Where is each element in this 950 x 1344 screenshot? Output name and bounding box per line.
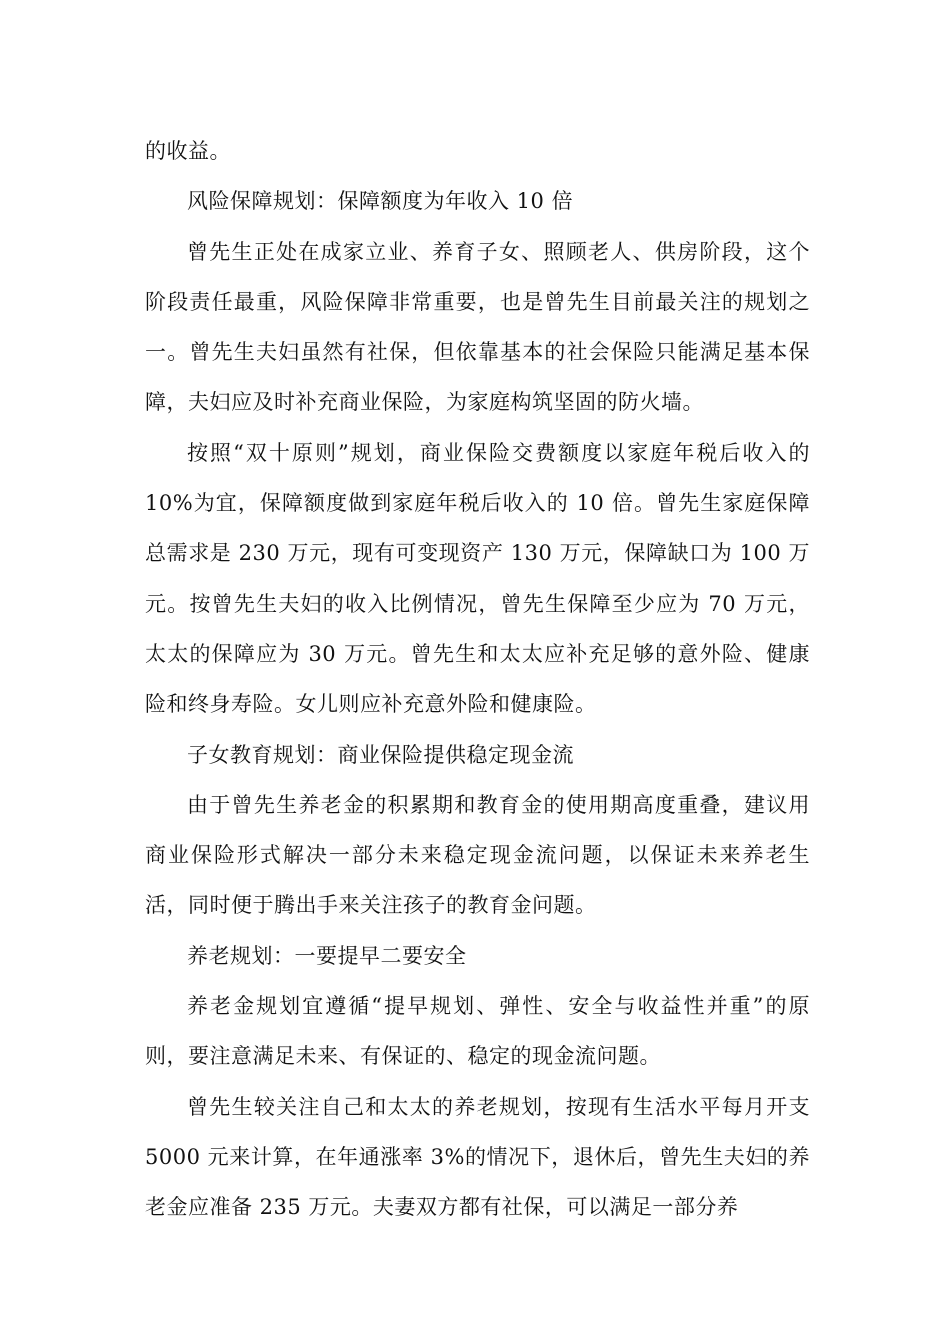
heading-retirement: 养老规划：一要提早二要安全 [187, 943, 467, 968]
paragraph-double-ten-rule: 按照“双十原则”规划，商业保险交费额度以家庭年税后收入的 10%为宜，保障额度做到家庭年税后收入的 10 倍。曾先生家庭保障总需求是 230 万元，现有可变现资产 130 万元，保障缺口为 100 万元。按曾先生夫妇的收入比例情况，曾先生保障至少应为 70 万元，太太的保障应为 30 万元。曾先生和太太应补充足够的意外险、健康险和终身寿险。女儿则应补充意外险和健康险。 [145, 440, 810, 717]
heading-child-education: 子女教育规划：商业保险提供稳定现金流 [187, 742, 574, 767]
paragraph-continuation: 的收益。 [145, 139, 231, 163]
paragraph-retirement-principle: 养老金规划宜遵循“提早规划、弹性、安全与收益性并重”的原则，要注意满足未来、有保证的、稳定的现金流问题。 [145, 994, 810, 1069]
paragraph-child-education: 由于曾先生养老金的积累期和教育金的使用期高度重叠，建议用商业保险形式解决一部分未来稳定现金流问题，以保证未来养老生活，同时便于腾出手来关注孩子的教育金问题。 [145, 792, 810, 918]
heading-risk-protection: 风险保障规划：保障额度为年收入 10 倍 [187, 189, 574, 214]
paragraph-risk-protection: 曾先生正处在成家立业、养育子女、照顾老人、供房阶段，这个阶段责任最重，风险保障非常重要，也是曾先生目前最关注的规划之一。曾先生夫妇虽然有社保，但依靠基本的社会保险只能满足基本保障，夫妇应及时补充商业保险，为家庭构筑坚固的防火墙。 [145, 239, 810, 415]
paragraph-retirement-calculation: 曾先生较关注自己和太太的养老规划，按现有生活水平每月开支 5000 元来计算，在年通涨率 3%的情况下，退休后，曾先生夫妇的养老金应准备 235 万元。夫妻双方都有社保，可以满足一部分养 [145, 1094, 810, 1220]
document-body [145, 126, 810, 1233]
